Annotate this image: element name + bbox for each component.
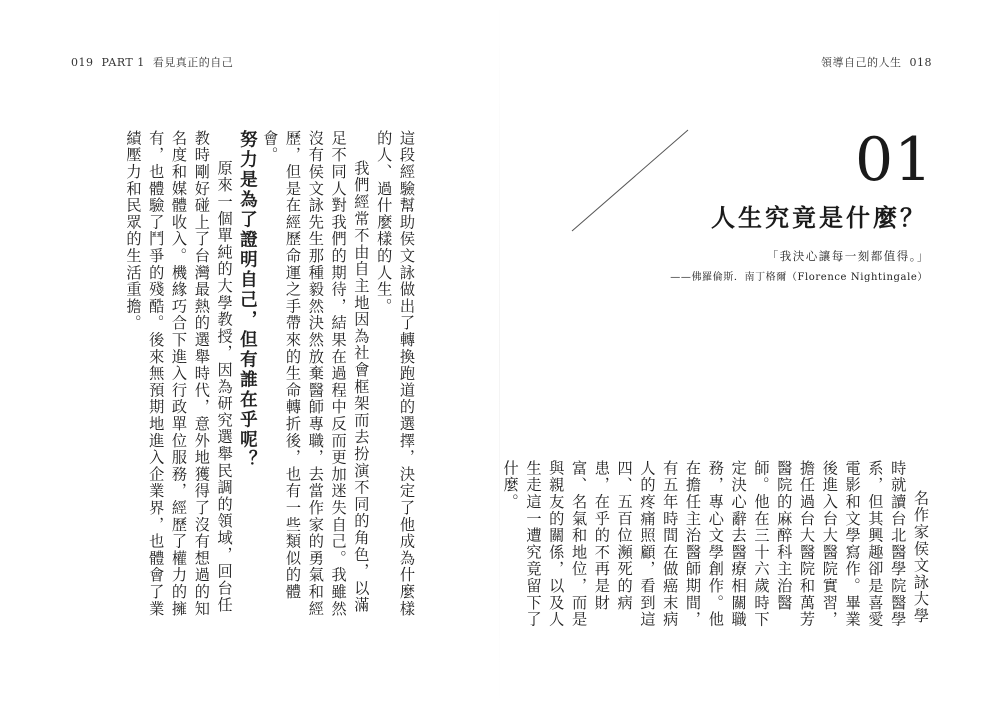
chapter-title: 人生究竟是什麼？	[711, 204, 927, 232]
body-paragraph: 名作家侯文詠大學時就讀台北醫學院醫學系，但其興趣卻是喜愛電影和文學寫作。畢業後進入台大醫院實習，擔任過台大醫院和萬芳醫院的麻醉科主治醫師。他在三十六歲時下定決心辭去醫療相關職務，專心文學創作。他在擔任主治醫師期間，有五年時間在做癌末病人的疼痛照顧，看到這四、五百位瀕死的病患，在乎的不再是財富、名氣和地位，而是與親友的關係，以及人生走這一遭究竟留下了什麼。	[501, 460, 930, 628]
right-page-header	[821, 54, 940, 70]
right-page	[500, 0, 1000, 707]
body-paragraph: 我們經常不由自主地因為社會框架而去扮演不同的角色，以滿足不同人對我們的期待，結果在過程中反而更加迷失自己。我雖然沒有侯文詠先生那種毅然決然放棄醫師專職，去當作家的勇氣和經歷，但是在經歷命運之手帶來的生命轉折後，也有一些類似的體會。	[261, 130, 371, 618]
right-section-title: 領導自己的人生	[821, 56, 902, 69]
body-paragraph: 原來一個單純的大學教授，因為研究選舉民調的領域，回台任教時剛好碰上了台灣最熱的選舉時代，意外地獲得了沒有想過的知名度和媒體收入。機緣巧合下進入行政單位服務，經歷了權力的擁有，也體驗了鬥爭的殘酷。後來無預期地進入企業界，也體會了業績壓力和民眾的生活重擔。	[124, 130, 234, 618]
right-page-body	[501, 460, 932, 630]
part-label: PART 1	[101, 56, 145, 69]
decorative-slash-line	[570, 128, 690, 233]
body-paragraph: 這段經驗幫助侯文詠做出了轉換跑道的選擇，決定了他成為什麼樣的人、過什麼樣的人生。	[375, 130, 416, 618]
left-page-header	[71, 54, 233, 70]
chapter-number: 01	[855, 125, 934, 195]
epigraph-attribution: ——佛羅倫斯．南丁格爾（Florence Nightingale）	[670, 272, 928, 283]
left-section-title: 看見真正的自己	[152, 56, 234, 69]
left-page-body	[73, 130, 418, 630]
left-page-number: 019	[71, 56, 94, 69]
section-heading: 努力是為了證明自己，但有誰在乎呢？	[237, 130, 258, 470]
right-page-number: 018	[909, 56, 932, 69]
epigraph-quote: 「我決心讓每一刻都值得。」	[766, 249, 930, 263]
